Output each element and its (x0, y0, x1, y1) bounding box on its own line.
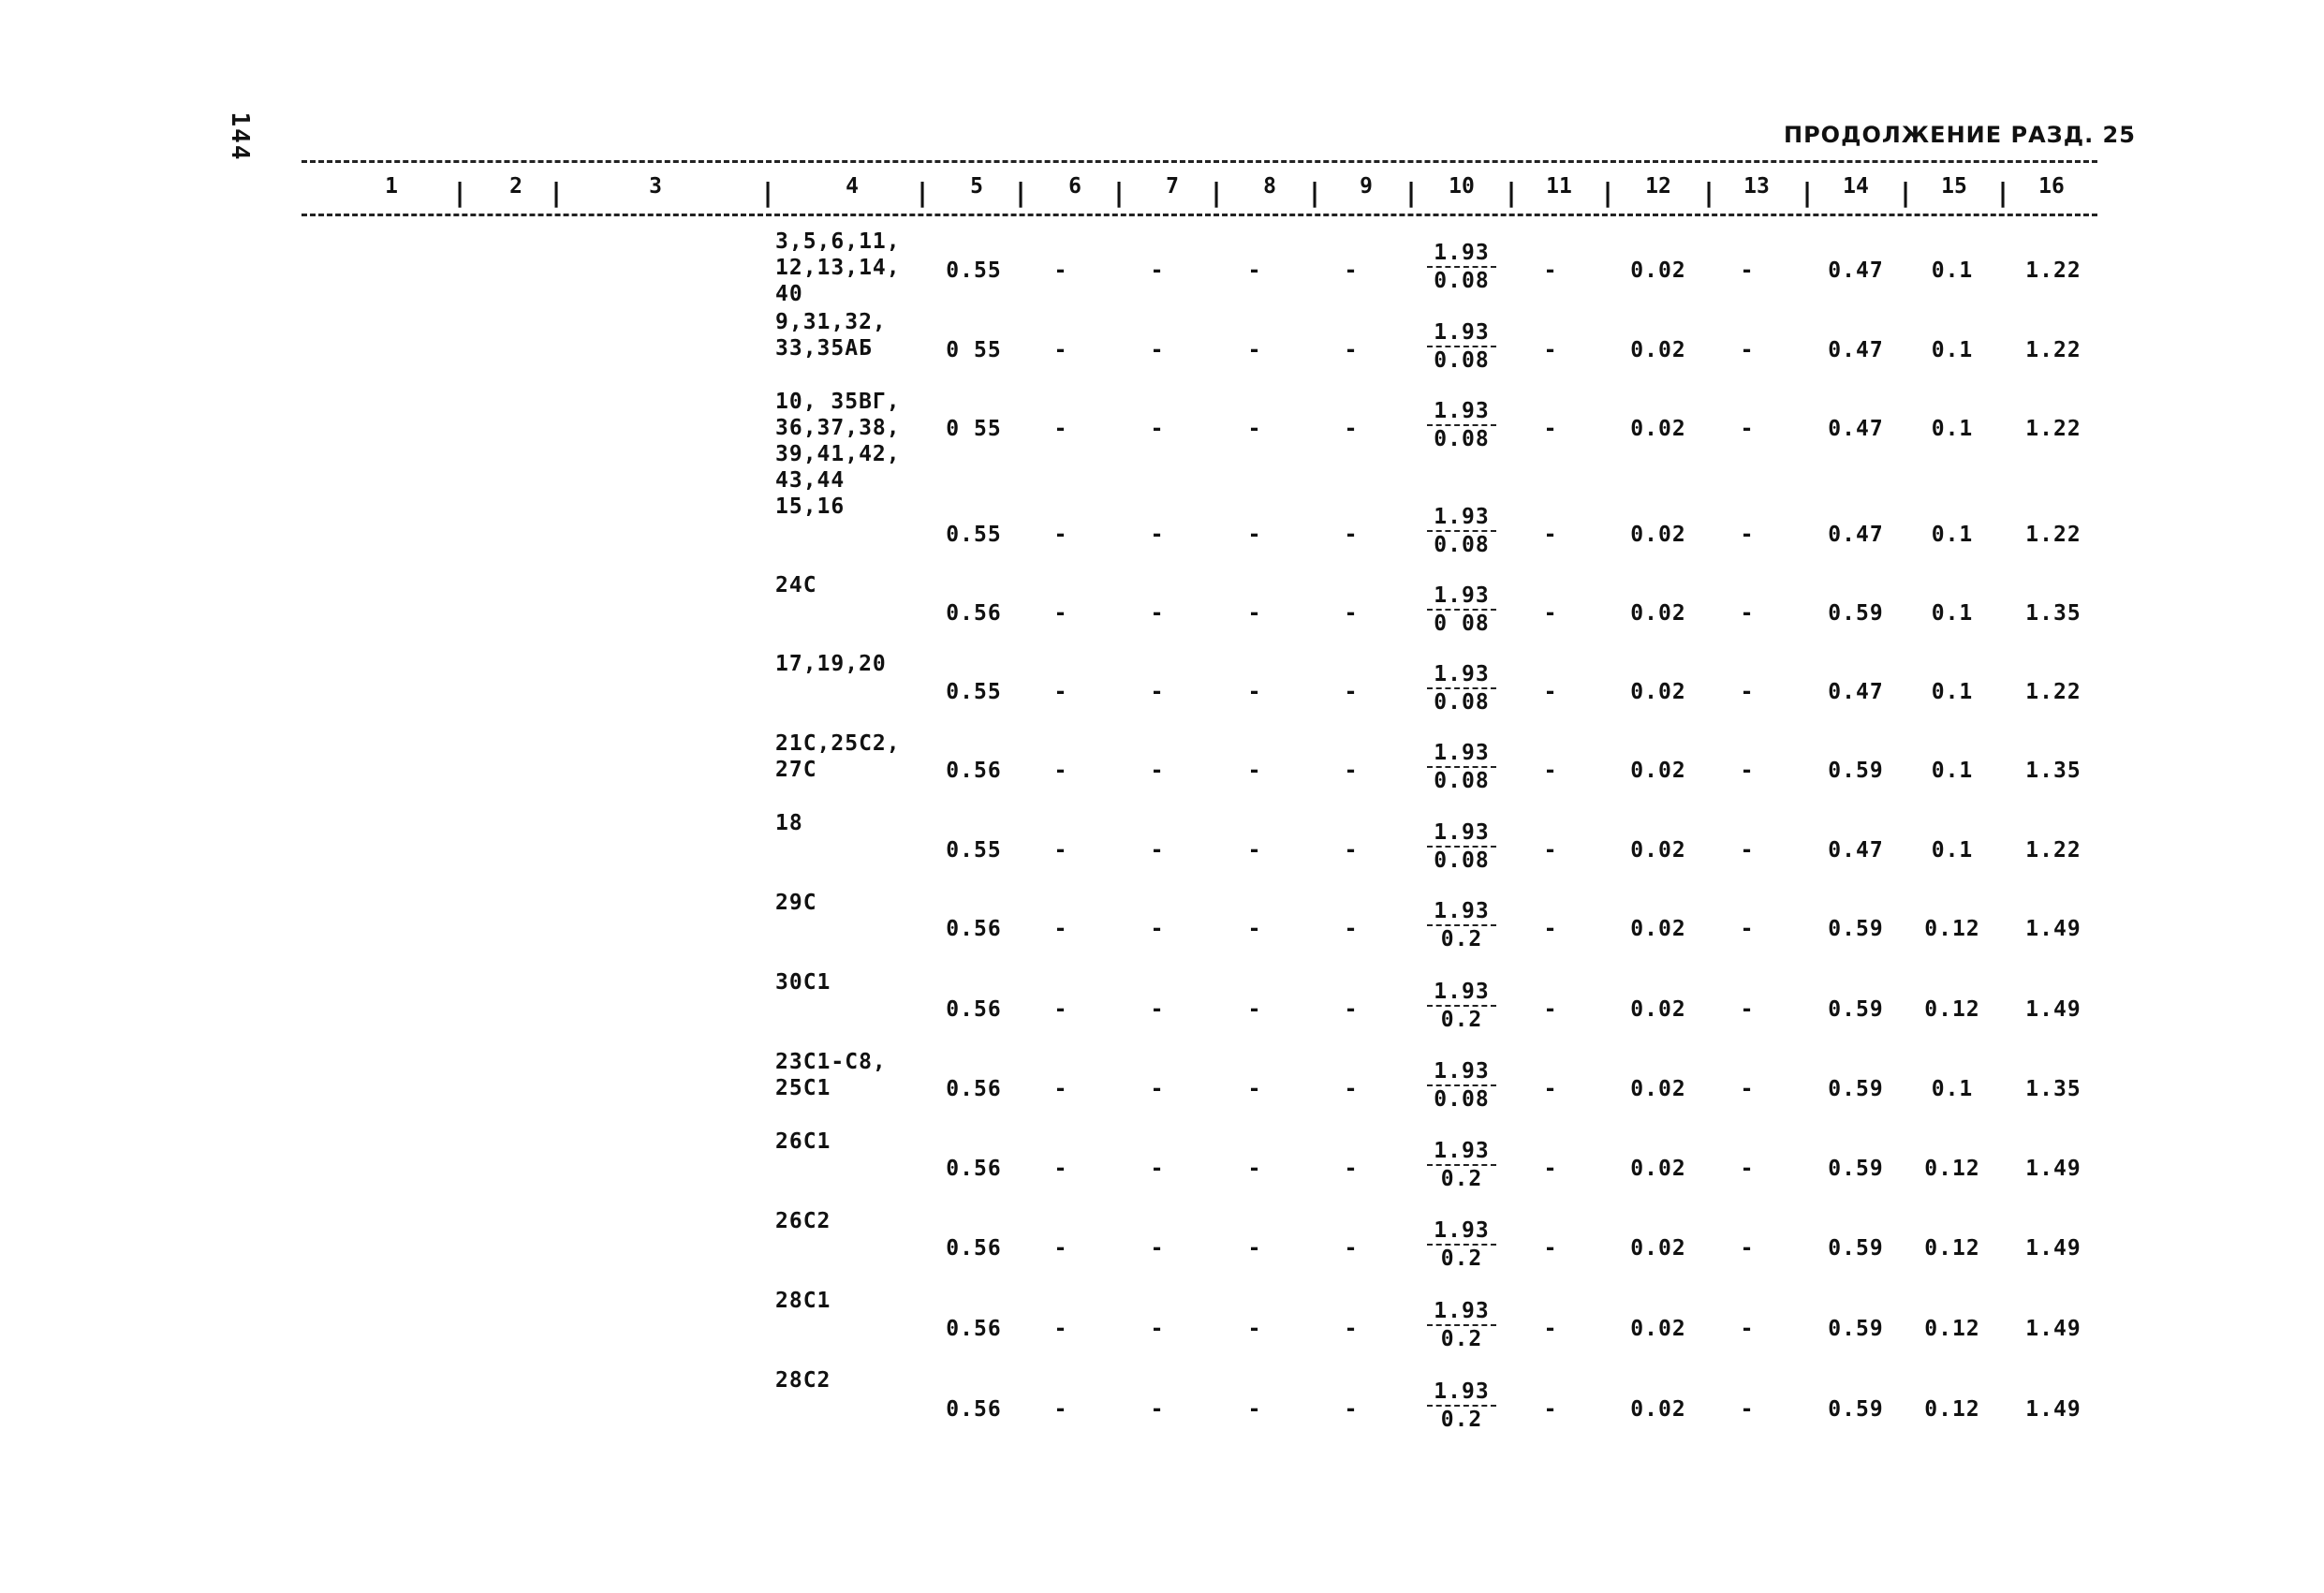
cell-col-12: 0.02 (1630, 997, 1686, 1022)
cell-col-15: 0.12 (1924, 1317, 1980, 1341)
cell-col-9: - (1344, 1077, 1359, 1101)
cell-col-6: - (1053, 338, 1068, 362)
cell-col-10-fraction (1427, 504, 1496, 558)
cell-col-8: - (1247, 838, 1262, 863)
cell-col-15: 0.1 (1931, 338, 1974, 362)
fraction-denominator: 0.08 (1434, 269, 1490, 293)
fraction-numerator: 1.93 (1434, 505, 1490, 529)
cell-col-10-fraction (1427, 583, 1496, 637)
cell-col-13: - (1740, 601, 1755, 626)
cell-col-4: 26C1 (775, 1129, 831, 1154)
cell-col-4: 3,5,6,11, 12,13,14, 40 (775, 229, 901, 306)
cell-col-10-fraction (1427, 1379, 1496, 1433)
fraction-numerator: 1.93 (1434, 1299, 1490, 1323)
cell-col-6: - (1053, 997, 1068, 1022)
cell-col-15: 0.1 (1931, 601, 1974, 626)
cell-col-16: 1.49 (2025, 997, 2081, 1022)
cell-col-11: - (1543, 417, 1558, 441)
cell-col-16: 1.49 (2025, 1397, 2081, 1422)
column-header-4: 4 (846, 174, 859, 199)
cell-col-5: 0.56 (946, 1077, 1002, 1101)
cell-col-14: 0.59 (1828, 997, 1884, 1022)
cell-col-5: 0.56 (946, 917, 1002, 941)
column-separator: | (1403, 177, 1419, 208)
cell-col-15: 0.1 (1931, 759, 1974, 783)
column-separator: | (451, 177, 468, 208)
cell-col-8: - (1247, 1157, 1262, 1181)
cell-col-12: 0.02 (1630, 1397, 1686, 1422)
cell-col-5: 0.56 (946, 1317, 1002, 1341)
cell-col-4: 24C (775, 573, 817, 597)
fraction-numerator: 1.93 (1434, 241, 1490, 265)
cell-col-4: 21C,25C2, 27C (775, 731, 901, 782)
cell-col-13: - (1740, 1397, 1755, 1422)
cell-col-10-fraction (1427, 898, 1496, 952)
cell-col-8: - (1247, 523, 1262, 547)
cell-col-13: - (1740, 838, 1755, 863)
cell-col-15: 0.1 (1931, 838, 1974, 863)
cell-col-14: 0.47 (1828, 523, 1884, 547)
column-separator: | (1994, 177, 2011, 208)
fraction-numerator: 1.93 (1434, 899, 1490, 923)
cell-col-9: - (1344, 917, 1359, 941)
cell-col-11: - (1543, 1317, 1558, 1341)
column-separator: | (1503, 177, 1520, 208)
column-header-2: 2 (509, 174, 522, 199)
cell-col-13: - (1740, 917, 1755, 941)
cell-col-16: 1.22 (2025, 838, 2081, 863)
cell-col-15: 0.1 (1931, 680, 1974, 704)
cell-col-13: - (1740, 1077, 1755, 1101)
column-header-5: 5 (970, 174, 983, 199)
fraction-denominator: 0.08 (1434, 1087, 1490, 1112)
column-separator: | (1012, 177, 1029, 208)
cell-col-15: 0.1 (1931, 417, 1974, 441)
fraction-numerator: 1.93 (1434, 1218, 1490, 1243)
cell-col-9: - (1344, 1236, 1359, 1261)
cell-col-16: 1.22 (2025, 338, 2081, 362)
cell-col-15: 0.12 (1924, 917, 1980, 941)
cell-col-13: - (1740, 338, 1755, 362)
cell-col-12: 0.02 (1630, 917, 1686, 941)
cell-col-15: 0.1 (1931, 1077, 1974, 1101)
fraction-denominator: 0.2 (1440, 1167, 1483, 1191)
cell-col-15: 0.12 (1924, 1397, 1980, 1422)
cell-col-8: - (1247, 258, 1262, 283)
column-separator: | (1306, 177, 1323, 208)
cell-col-10-fraction (1427, 319, 1496, 374)
cell-col-5: 0.56 (946, 1397, 1002, 1422)
fraction-numerator: 1.93 (1434, 662, 1490, 686)
cell-col-4: 17,19,20 (775, 652, 887, 676)
cell-col-9: - (1344, 759, 1359, 783)
cell-col-7: - (1150, 917, 1165, 941)
cell-col-7: - (1150, 338, 1165, 362)
column-separator: | (914, 177, 931, 208)
cell-col-4: 18 (775, 811, 803, 835)
cell-col-10-fraction (1427, 1058, 1496, 1113)
cell-col-15: 0.12 (1924, 997, 1980, 1022)
fraction-denominator: 0.08 (1434, 769, 1490, 793)
fraction-numerator: 1.93 (1434, 1139, 1490, 1163)
cell-col-4: 28C2 (775, 1368, 831, 1393)
column-separator: | (1599, 177, 1616, 208)
cell-col-7: - (1150, 523, 1165, 547)
cell-col-14: 0.59 (1828, 1397, 1884, 1422)
cell-col-8: - (1247, 417, 1262, 441)
cell-col-16: 1.22 (2025, 258, 2081, 283)
cell-col-6: - (1053, 917, 1068, 941)
cell-col-14: 0.59 (1828, 601, 1884, 626)
cell-col-10-fraction (1427, 398, 1496, 452)
cell-col-5: 0 55 (946, 417, 1002, 441)
fraction-numerator: 1.93 (1434, 583, 1490, 608)
cell-col-7: - (1150, 1317, 1165, 1341)
cell-col-11: - (1543, 601, 1558, 626)
cell-col-5: 0.55 (946, 258, 1002, 283)
cell-col-7: - (1150, 838, 1165, 863)
cell-col-13: - (1740, 759, 1755, 783)
cell-col-7: - (1150, 417, 1165, 441)
cell-col-6: - (1053, 1236, 1068, 1261)
cell-col-4: 15,16 (775, 494, 846, 519)
cell-col-12: 0.02 (1630, 601, 1686, 626)
column-separator: | (1111, 177, 1127, 208)
cell-col-14: 0.59 (1828, 1317, 1884, 1341)
cell-col-13: - (1740, 258, 1755, 283)
cell-col-4: 30C1 (775, 970, 831, 995)
fraction-denominator: 0 08 (1434, 612, 1490, 636)
cell-col-11: - (1543, 917, 1558, 941)
cell-col-11: - (1543, 523, 1558, 547)
cell-col-7: - (1150, 997, 1165, 1022)
cell-col-15: 0.1 (1931, 258, 1974, 283)
column-header-9: 9 (1360, 174, 1373, 199)
cell-col-9: - (1344, 258, 1359, 283)
cell-col-5: 0.56 (946, 997, 1002, 1022)
cell-col-9: - (1344, 1157, 1359, 1181)
cell-col-10-fraction (1427, 1138, 1496, 1192)
column-header-14: 14 (1843, 174, 1869, 199)
cell-col-16: 1.35 (2025, 1077, 2081, 1101)
cell-col-6: - (1053, 838, 1068, 863)
cell-col-6: - (1053, 680, 1068, 704)
cell-col-6: - (1053, 417, 1068, 441)
cell-col-9: - (1344, 1317, 1359, 1341)
cell-col-11: - (1543, 258, 1558, 283)
cell-col-8: - (1247, 917, 1262, 941)
cell-col-12: 0.02 (1630, 258, 1686, 283)
cell-col-14: 0.47 (1828, 258, 1884, 283)
cell-col-4: 10, 35ВГ, 36,37,38, 39,41,42, 43,44 (775, 390, 901, 493)
cell-col-7: - (1150, 759, 1165, 783)
fraction-numerator: 1.93 (1434, 980, 1490, 1004)
cell-col-14: 0.47 (1828, 417, 1884, 441)
cell-col-7: - (1150, 680, 1165, 704)
cell-col-10-fraction (1427, 240, 1496, 294)
cell-col-6: - (1053, 1157, 1068, 1181)
fraction-denominator: 0.08 (1434, 427, 1490, 451)
cell-col-6: - (1053, 1397, 1068, 1422)
cell-col-12: 0.02 (1630, 838, 1686, 863)
cell-col-14: 0.47 (1828, 680, 1884, 704)
cell-col-9: - (1344, 838, 1359, 863)
cell-col-16: 1.49 (2025, 1157, 2081, 1181)
cell-col-5: 0.55 (946, 680, 1002, 704)
cell-col-11: - (1543, 680, 1558, 704)
cell-col-7: - (1150, 601, 1165, 626)
column-separator: | (1897, 177, 1914, 208)
cell-col-7: - (1150, 1397, 1165, 1422)
column-separator: | (548, 177, 565, 208)
cell-col-14: 0.59 (1828, 1157, 1884, 1181)
fraction-denominator: 0.08 (1434, 348, 1490, 373)
cell-col-12: 0.02 (1630, 1077, 1686, 1101)
cell-col-14: 0.59 (1828, 1236, 1884, 1261)
fraction-denominator: 0.2 (1440, 1008, 1483, 1032)
cell-col-9: - (1344, 1397, 1359, 1422)
cell-col-16: 1.49 (2025, 1317, 2081, 1341)
cell-col-13: - (1740, 997, 1755, 1022)
cell-col-11: - (1543, 1236, 1558, 1261)
cell-col-11: - (1543, 338, 1558, 362)
cell-col-9: - (1344, 680, 1359, 704)
column-header-10: 10 (1449, 174, 1475, 199)
cell-col-12: 0.02 (1630, 1236, 1686, 1261)
cell-col-11: - (1543, 997, 1558, 1022)
cell-col-4: 23C1-C8, 25C1 (775, 1050, 887, 1100)
cell-col-5: 0.56 (946, 759, 1002, 783)
fraction-denominator: 0.2 (1440, 1246, 1483, 1271)
cell-col-6: - (1053, 601, 1068, 626)
cell-col-10-fraction (1427, 1217, 1496, 1272)
cell-col-12: 0.02 (1630, 523, 1686, 547)
cell-col-5: 0.56 (946, 1157, 1002, 1181)
cell-col-8: - (1247, 1236, 1262, 1261)
column-header-11: 11 (1546, 174, 1572, 199)
fraction-numerator: 1.93 (1434, 1059, 1490, 1084)
cell-col-4: 26C2 (775, 1209, 831, 1233)
cell-col-6: - (1053, 258, 1068, 283)
cell-col-16: 1.49 (2025, 1236, 2081, 1261)
cell-col-14: 0.47 (1828, 838, 1884, 863)
cell-col-4: 28C1 (775, 1289, 831, 1313)
cell-col-12: 0.02 (1630, 759, 1686, 783)
fraction-denominator: 0.08 (1434, 690, 1490, 715)
cell-col-14: 0.59 (1828, 917, 1884, 941)
cell-col-8: - (1247, 338, 1262, 362)
column-header-1: 1 (385, 174, 398, 199)
cell-col-16: 1.35 (2025, 601, 2081, 626)
column-header-7: 7 (1166, 174, 1179, 199)
cell-col-12: 0.02 (1630, 338, 1686, 362)
cell-col-10-fraction (1427, 1298, 1496, 1352)
cell-col-6: - (1053, 759, 1068, 783)
cell-col-6: - (1053, 1077, 1068, 1101)
cell-col-9: - (1344, 997, 1359, 1022)
cell-col-5: 0.55 (946, 838, 1002, 863)
fraction-numerator: 1.93 (1434, 741, 1490, 765)
column-separator: | (1208, 177, 1225, 208)
cell-col-12: 0.02 (1630, 1157, 1686, 1181)
cell-col-5: 0.55 (946, 523, 1002, 547)
cell-col-15: 0.12 (1924, 1236, 1980, 1261)
fraction-denominator: 0.08 (1434, 533, 1490, 557)
cell-col-16: 1.49 (2025, 917, 2081, 941)
cell-col-14: 0.47 (1828, 338, 1884, 362)
cell-col-16: 1.35 (2025, 759, 2081, 783)
cell-col-16: 1.22 (2025, 680, 2081, 704)
cell-col-13: - (1740, 680, 1755, 704)
cell-col-9: - (1344, 338, 1359, 362)
fraction-denominator: 0.2 (1440, 1327, 1483, 1351)
column-separator: | (759, 177, 776, 208)
column-header-3: 3 (649, 174, 662, 199)
cell-col-13: - (1740, 523, 1755, 547)
cell-col-8: - (1247, 997, 1262, 1022)
cell-col-12: 0.02 (1630, 417, 1686, 441)
column-header-13: 13 (1743, 174, 1770, 199)
cell-col-8: - (1247, 759, 1262, 783)
cell-col-4: 29C (775, 891, 817, 915)
fraction-denominator: 0.2 (1440, 1408, 1483, 1432)
fraction-denominator: 0.08 (1434, 848, 1490, 873)
cell-col-15: 0.1 (1931, 523, 1974, 547)
column-separator: | (1799, 177, 1816, 208)
fraction-numerator: 1.93 (1434, 320, 1490, 345)
column-header-6: 6 (1068, 174, 1081, 199)
column-header-15: 15 (1941, 174, 1967, 199)
cell-col-12: 0.02 (1630, 680, 1686, 704)
cell-col-16: 1.22 (2025, 523, 2081, 547)
cell-col-9: - (1344, 601, 1359, 626)
cell-col-10-fraction (1427, 819, 1496, 874)
cell-col-13: - (1740, 1236, 1755, 1261)
cell-col-10-fraction (1427, 979, 1496, 1033)
cell-col-8: - (1247, 1317, 1262, 1341)
cell-col-11: - (1543, 1157, 1558, 1181)
cell-col-5: 0 55 (946, 338, 1002, 362)
cell-col-11: - (1543, 838, 1558, 863)
cell-col-5: 0.56 (946, 601, 1002, 626)
cell-col-13: - (1740, 1317, 1755, 1341)
cell-col-8: - (1247, 1397, 1262, 1422)
cell-col-14: 0.59 (1828, 759, 1884, 783)
cell-col-6: - (1053, 523, 1068, 547)
fraction-numerator: 1.93 (1434, 399, 1490, 423)
column-separator: | (1700, 177, 1717, 208)
cell-col-13: - (1740, 417, 1755, 441)
cell-col-8: - (1247, 680, 1262, 704)
cell-col-12: 0.02 (1630, 1317, 1686, 1341)
cell-col-16: 1.22 (2025, 417, 2081, 441)
column-header-8: 8 (1263, 174, 1276, 199)
fraction-numerator: 1.93 (1434, 1379, 1490, 1404)
cell-col-8: - (1247, 601, 1262, 626)
cell-col-15: 0.12 (1924, 1157, 1980, 1181)
cell-col-6: - (1053, 1317, 1068, 1341)
page-number: 144 (226, 111, 254, 162)
cell-col-10-fraction (1427, 740, 1496, 794)
cell-col-5: 0.56 (946, 1236, 1002, 1261)
cell-col-4: 9,31,32, 33,35АБ (775, 310, 887, 361)
fraction-denominator: 0.2 (1440, 927, 1483, 951)
cell-col-7: - (1150, 1157, 1165, 1181)
cell-col-14: 0.59 (1828, 1077, 1884, 1101)
fraction-numerator: 1.93 (1434, 820, 1490, 845)
cell-col-11: - (1543, 1077, 1558, 1101)
cell-col-11: - (1543, 1397, 1558, 1422)
column-header-12: 12 (1645, 174, 1671, 199)
cell-col-7: - (1150, 1077, 1165, 1101)
cell-col-13: - (1740, 1157, 1755, 1181)
column-header-16: 16 (2038, 174, 2065, 199)
cell-col-11: - (1543, 759, 1558, 783)
cell-col-9: - (1344, 523, 1359, 547)
cell-col-8: - (1247, 1077, 1262, 1101)
cell-col-10-fraction (1427, 661, 1496, 715)
continuation-title: ПРОДОЛЖЕНИЕ РАЗД. 25 (1784, 122, 2136, 148)
cell-col-7: - (1150, 1236, 1165, 1261)
cell-col-7: - (1150, 258, 1165, 283)
cell-col-9: - (1344, 417, 1359, 441)
